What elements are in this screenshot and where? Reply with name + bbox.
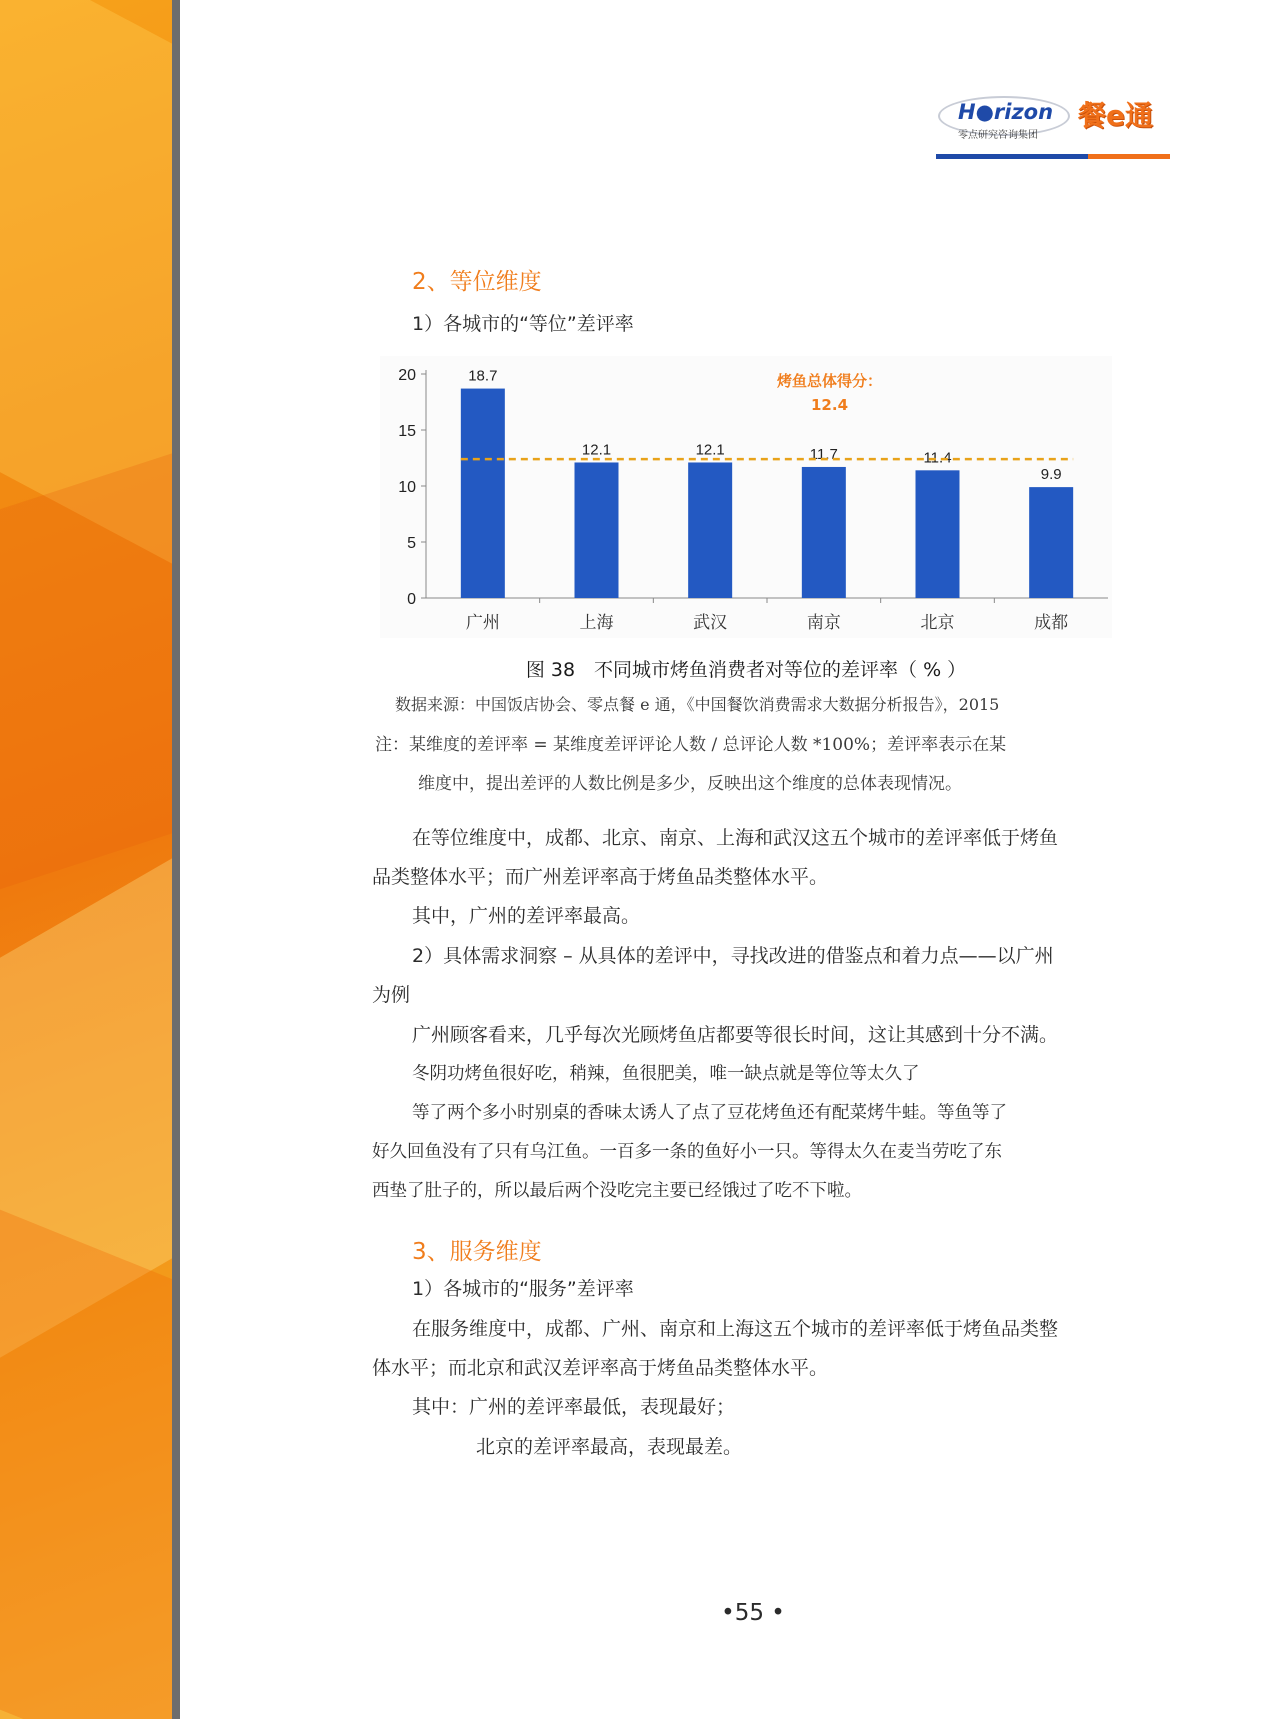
horizon-logo-subtitle: 零点研究咨询集团 [958, 130, 1038, 141]
figure-source: 数据来源：中国饭店协会、零点餐 e 通，《中国餐饮消费需求大数据分析报告》，2015 [395, 695, 1000, 714]
paragraph-line: 在服务维度中，成都、广州、南京和上海这五个城市的差评率低于烤鱼品类整 [412, 1318, 1059, 1340]
section-heading-service: 3、服务维度 [412, 1239, 542, 1265]
section-heading-waiting: 2、等位维度 [412, 269, 542, 295]
horizon-logo-text: H●rizon [958, 100, 1054, 124]
figure-note-line2: 维度中，提出差评的人数比例是多少，反映出这个维度的总体表现情况。 [418, 774, 962, 794]
bar-广州 [461, 389, 505, 598]
band-edge [172, 0, 180, 1719]
paragraph-line: 为例 [372, 984, 411, 1006]
x-tick-label: 成都 [1034, 613, 1069, 633]
logo-bar-blue [936, 154, 1088, 159]
data-label: 18.7 [468, 367, 498, 385]
x-tick-label: 广州 [465, 613, 500, 633]
band-facet [0, 441, 172, 899]
page-number: •55 • [721, 1600, 785, 1626]
paragraph-line: 在等位维度中，成都、北京、南京、上海和武汉这五个城市的差评率低于烤鱼 [412, 827, 1059, 849]
bar-武汉 [688, 462, 732, 598]
quote-line: 西垫了肚子的，所以最后两个没吃完主要已经饿过了吃不下啦。 [372, 1181, 862, 1201]
data-label: 12.1 [581, 441, 612, 459]
bar-南京 [802, 467, 846, 598]
brand-logo-text: 餐e通 [1078, 99, 1153, 132]
y-tick-label: 10 [398, 479, 416, 496]
figure-caption: 图 38 不同城市烤鱼消费者对等位的差评率（ % ） [525, 659, 967, 681]
band-facet [0, 1210, 172, 1719]
chart-svg [380, 356, 1112, 638]
x-tick-label: 北京 [920, 613, 955, 633]
subheading-waiting-rate: 1）各城市的“等位”差评率 [412, 313, 634, 335]
data-label: 11.4 [923, 449, 952, 467]
bar-北京 [916, 470, 960, 598]
data-label: 9.9 [1040, 466, 1062, 484]
x-tick-label: 上海 [579, 613, 614, 633]
quote-line: 好久回鱼没有了只有乌江鱼。一百多一条的鱼好小一只。等得太久在麦当劳吃了东 [372, 1142, 1002, 1162]
paragraph-line: 其中：广州的差评率最低，表现最好； [412, 1396, 736, 1418]
decorative-side-band [0, 0, 172, 1719]
bar-成都 [1029, 487, 1073, 598]
logo-bar-orange [1088, 154, 1170, 159]
quote-line: 冬阴功烤鱼很好吃，稍辣，鱼很肥美，唯一缺点就是等位等太久了 [412, 1064, 920, 1084]
x-tick-label: 武汉 [693, 613, 728, 633]
paragraph-line: 广州顾客看来，几乎每次光顾烤鱼店都要等很长时间，这让其感到十分不满。 [412, 1024, 1059, 1046]
y-tick-label: 20 [398, 367, 416, 384]
waiting-bad-review-chart [380, 356, 1112, 638]
paragraph-line: 品类整体水平；而广州差评率高于烤鱼品类整体水平。 [372, 866, 829, 888]
data-label: 12.1 [695, 441, 725, 459]
bar-上海 [575, 462, 619, 598]
paragraph-line: 体水平；而北京和武汉差评率高于烤鱼品类整体水平。 [372, 1357, 829, 1379]
paragraph-line: 2）具体需求洞察 – 从具体的差评中，寻找改进的借鉴点和着力点——以广州 [412, 945, 1054, 967]
reference-label: 烤鱼总体得分： [777, 372, 883, 390]
figure-note-line1: 注：某维度的差评率 = 某维度差评评论人数 / 总评论人数 *100%；差评率表示在某 [375, 735, 1007, 755]
paragraph-line: 其中，广州的差评率最高。 [412, 905, 641, 927]
y-tick-label: 15 [398, 423, 416, 440]
data-label: 11.7 [809, 445, 838, 463]
y-tick-label: 0 [407, 591, 416, 608]
header-logo [930, 88, 1170, 163]
quote-line: 等了两个多小时别桌的香味太诱人了点了豆花烤鱼还有配菜烤牛蛙。等鱼等了 [412, 1103, 1007, 1123]
paragraph-line: 北京的差评率最高，表现最差。 [476, 1436, 743, 1458]
subheading-service-rate: 1）各城市的“服务”差评率 [412, 1278, 634, 1300]
y-tick-label: 5 [407, 535, 416, 552]
x-tick-label: 南京 [806, 613, 841, 633]
reference-value-label: 12.4 [811, 396, 849, 414]
